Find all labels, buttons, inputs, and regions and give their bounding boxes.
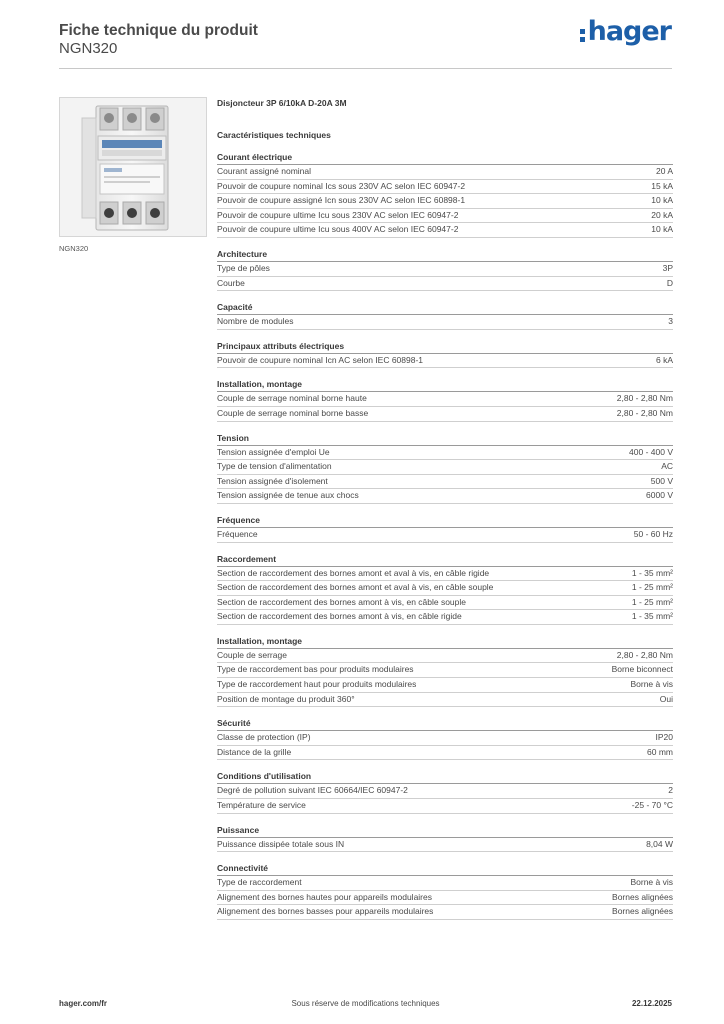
spec-row [217, 315, 673, 330]
spec-label: Pouvoir de coupure nominal Ics sous 230V AC selon IEC 60947-2 [217, 180, 466, 191]
spec-label: Courbe [217, 277, 245, 288]
spec-row [217, 392, 673, 407]
spec-value: 50 - 60 Hz [633, 528, 673, 539]
spec-row [217, 693, 673, 708]
spec-section [217, 553, 673, 625]
spec-row [217, 460, 673, 475]
spec-section [217, 770, 673, 813]
section-title: Puissance [217, 824, 673, 838]
spec-row [217, 581, 673, 596]
spec-row [217, 663, 673, 678]
spec-row [217, 678, 673, 693]
spec-label: Section de raccordement des bornes amont à vis, en câble souple [217, 596, 467, 607]
spec-value: Bornes alignées [612, 891, 673, 902]
spec-row [217, 277, 673, 292]
spec-row [217, 891, 673, 906]
spec-value: 10 kA [651, 195, 673, 206]
spec-section [217, 378, 673, 421]
spec-value: 500 V [650, 475, 673, 486]
section-title: Installation, montage [217, 378, 673, 392]
spec-value: Oui [659, 693, 673, 704]
section-title: Architecture [217, 248, 673, 262]
spec-value: 6000 V [646, 490, 673, 501]
product-name: Disjoncteur 3P 6/10kA D-20A 3M [217, 98, 347, 108]
spec-row [217, 446, 673, 461]
spec-label: Alignement des bornes hautes pour appareils modulaires [217, 891, 432, 902]
spec-section [217, 717, 673, 760]
section-title: Connectivité [217, 862, 673, 876]
spec-label: Pouvoir de coupure ultime Icu sous 230V AC selon IEC 60947-2 [217, 209, 459, 220]
spec-value: Borne à vis [630, 877, 673, 888]
spec-row [217, 194, 673, 209]
image-caption: NGN320 [59, 244, 89, 253]
logo-dots-icon [580, 29, 585, 42]
spec-label: Section de raccordement des bornes amont à vis, en câble rigide [217, 611, 462, 622]
spec-label: Couple de serrage nominal borne basse [217, 407, 369, 418]
spec-row [217, 407, 673, 422]
spec-label: Pouvoir de coupure assigné Icn sous 230V AC selon IEC 60898-1 [217, 195, 466, 206]
spec-label: Couple de serrage [217, 649, 287, 660]
spec-section [217, 432, 673, 504]
spec-value: 3P [662, 262, 673, 273]
spec-label: Classe de protection (IP) [217, 732, 311, 743]
footer-disclaimer: Sous réserve de modifications techniques [291, 999, 440, 1008]
spec-value: 2,80 - 2,80 Nm [616, 407, 673, 418]
header-divider [59, 68, 672, 69]
section-title: Conditions d'utilisation [217, 770, 673, 784]
characteristics-panel [217, 96, 673, 920]
spec-label: Nombre de modules [217, 316, 294, 327]
spec-section [217, 248, 673, 291]
spec-section [217, 824, 673, 853]
spec-section [217, 635, 673, 707]
spec-label: Distance de la grille [217, 746, 292, 757]
spec-row [217, 180, 673, 195]
spec-value: 6 kA [655, 354, 673, 365]
spec-label: Courant assigné nominal [217, 166, 312, 176]
spec-label: Type de pôles [217, 262, 270, 273]
spec-value: Bornes alignées [612, 906, 673, 917]
spec-label: Type de raccordement bas pour produits modulaires [217, 664, 414, 675]
spec-label: Type de raccordement haut pour produits modulaires [217, 679, 417, 690]
section-title: Tension [217, 432, 673, 446]
spec-row [217, 528, 673, 543]
spec-section [217, 151, 673, 238]
spec-value: 400 - 400 V [629, 446, 673, 457]
section-title: Fréquence [217, 514, 673, 528]
spec-value: Borne biconnect [611, 664, 673, 675]
section-title: Sécurité [217, 717, 673, 731]
spec-label: Puissance dissipée totale sous IN [217, 838, 345, 849]
spec-label: Section de raccordement des bornes amont et aval à vis, en câble souple [217, 582, 494, 593]
spec-label: Fréquence [217, 528, 258, 539]
product-image [59, 97, 207, 237]
spec-row [217, 876, 673, 891]
spec-label: Section de raccordement des bornes amont et aval à vis, en câble rigide [217, 567, 490, 578]
spec-value: 15 kA [651, 180, 673, 191]
spec-value: 2,80 - 2,80 Nm [616, 393, 673, 404]
spec-label: Position de montage du produit 360° [217, 693, 355, 704]
spec-label: Couple de serrage nominal borne haute [217, 393, 367, 404]
spec-value: 60 mm [647, 746, 673, 757]
spec-label: Température de service [217, 800, 306, 811]
spec-label: Alignement des bornes basses pour appareils modulaires [217, 906, 434, 917]
spec-value: 1 - 25 mm² [631, 582, 673, 593]
spec-value: 8,04 W [646, 838, 673, 849]
spec-value: IP20 [655, 732, 673, 743]
spec-row [217, 799, 673, 814]
spec-row [217, 905, 673, 920]
section-title: Raccordement [217, 553, 673, 567]
spec-label: Pouvoir de coupure ultime Icu sous 400V AC selon IEC 60947-2 [217, 224, 459, 235]
spec-value: 3 [668, 316, 673, 327]
spec-row [217, 596, 673, 611]
spec-row [217, 784, 673, 799]
spec-label: Tension assignée d'emploi Ue [217, 446, 330, 457]
spec-label: Tension assignée de tenue aux chocs [217, 490, 359, 501]
spec-row [217, 649, 673, 664]
spec-value: 10 kA [651, 224, 673, 235]
spec-value: 2 [668, 785, 673, 796]
spec-row [217, 475, 673, 490]
section-title: Installation, montage [217, 635, 673, 649]
spec-value: -25 - 70 °C [631, 800, 673, 811]
spec-row [217, 746, 673, 761]
spec-row [217, 838, 673, 853]
sections-container [217, 151, 673, 920]
spec-value: 20 A [655, 166, 673, 176]
spec-label: Type de tension d'alimentation [217, 461, 332, 472]
spec-value: Borne à vis [630, 679, 673, 690]
section-title: Capacité [217, 301, 673, 315]
spec-value: D [666, 277, 673, 288]
spec-label: Tension assignée d'isolement [217, 475, 328, 486]
spec-row [217, 567, 673, 582]
section-title: Courant électrique [217, 151, 673, 165]
logo-text: hager [587, 16, 671, 47]
spec-label: Pouvoir de coupure nominal Icn AC selon IEC 60898-1 [217, 354, 424, 365]
spec-row [217, 610, 673, 625]
hager-logo [580, 18, 671, 46]
spec-row [217, 209, 673, 224]
spec-label: Type de raccordement [217, 877, 302, 888]
page-title: Fiche technique du produit [59, 22, 258, 39]
spec-value: 1 - 35 mm² [631, 567, 673, 578]
spec-row [217, 354, 673, 369]
spec-row [217, 223, 673, 238]
spec-value: 2,80 - 2,80 Nm [616, 649, 673, 660]
spec-row [217, 262, 673, 277]
spec-row [217, 165, 673, 180]
spec-value: 1 - 25 mm² [631, 596, 673, 607]
characteristics-heading: Caractéristiques techniques [217, 130, 331, 140]
spec-section [217, 514, 673, 543]
spec-section [217, 301, 673, 330]
circuit-breaker-icon [60, 98, 206, 236]
spec-label: Degré de pollution suivant IEC 60664/IEC 60947-2 [217, 785, 408, 796]
spec-value: 20 kA [651, 209, 673, 220]
spec-row [217, 489, 673, 504]
footer-date: 22.12.2025 [631, 999, 672, 1008]
spec-value: 1 - 35 mm² [631, 611, 673, 622]
spec-section [217, 340, 673, 369]
section-title: Principaux attributs électriques [217, 340, 673, 354]
spec-row [217, 731, 673, 746]
footer-website[interactable]: hager.com/fr [59, 999, 108, 1008]
spec-section [217, 862, 673, 920]
product-reference: NGN320 [59, 40, 118, 57]
spec-value: AC [661, 461, 673, 472]
